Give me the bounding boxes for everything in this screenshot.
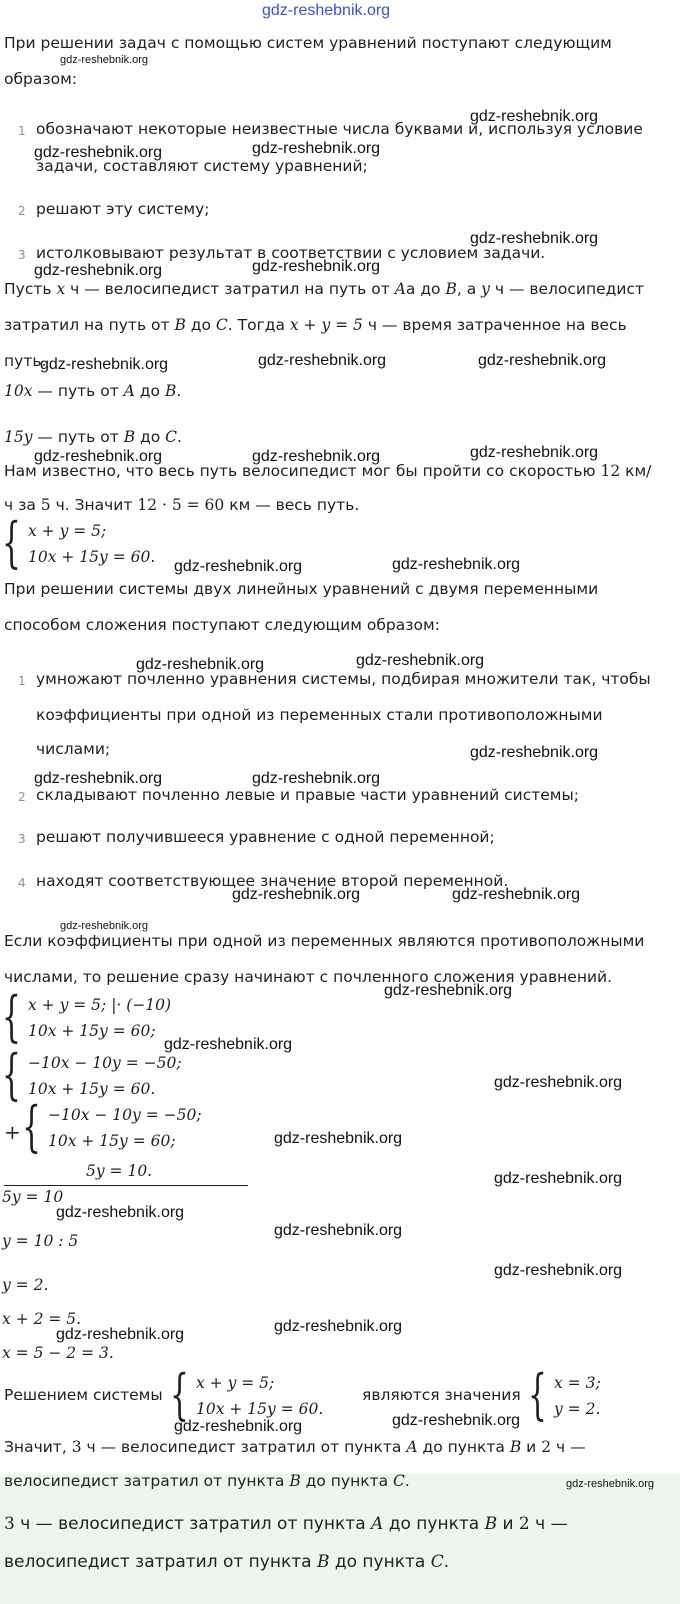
system-brace: {	[170, 1363, 189, 1426]
watermark: gdz-reshebnik.org	[34, 770, 163, 787]
intro-line-1: При решении задач с помощью систем уравнений поступают следующим	[4, 34, 612, 52]
solution-eq1: x + y = 5;	[196, 1374, 275, 1392]
watermark: gdz-reshebnik.org	[470, 230, 599, 247]
watermark: gdz-reshebnik.org	[252, 140, 381, 157]
watermark: gdz-reshebnik.org	[470, 444, 599, 461]
solution-eq2: 10x + 15y = 60.	[196, 1400, 324, 1418]
watermark: gdz-reshebnik.org	[274, 1318, 403, 1335]
system4-eq1: −10x − 10y = −50;	[48, 1106, 202, 1124]
step-text: истолковывают результат в соответствии с условием задачи.	[36, 244, 546, 262]
setup-line-3: путь.	[4, 352, 47, 370]
watermark: gdz-reshebnik.org	[470, 108, 599, 125]
watermark: gdz-reshebnik.org	[56, 1204, 185, 1221]
watermark: gdz-reshebnik.org	[34, 448, 163, 465]
watermark: gdz-reshebnik.org	[164, 1036, 293, 1053]
watermark: gdz-reshebnik.org	[60, 920, 149, 932]
watermark: gdz-reshebnik.org	[258, 352, 387, 369]
watermark: gdz-reshebnik.org	[232, 886, 361, 903]
watermark: gdz-reshebnik.org	[494, 1170, 623, 1187]
watermark: gdz-reshebnik.org	[494, 1262, 623, 1279]
step-text: коэффициенты при одной из переменных стали противоположными	[36, 706, 603, 724]
watermark: gdz-reshebnik.org	[174, 1418, 303, 1435]
step-number: 3	[18, 832, 26, 846]
system1-eq1: x + y = 5;	[28, 522, 107, 540]
setup-line-5: 15y — путь от B до C.	[4, 428, 182, 446]
method-line-2: способом сложения поступают следующим образом:	[4, 616, 440, 634]
watermark: gdz-reshebnik.org	[174, 558, 303, 575]
sum-divider	[4, 1185, 248, 1186]
step-text: умножают почленно уравнения системы, подбирая множители так, чтобы	[36, 670, 651, 688]
system2-eq2: 10x + 15y = 60;	[28, 1022, 156, 1040]
watermark: gdz-reshebnik.org	[566, 1478, 655, 1490]
step-text: решают эту систему;	[36, 200, 210, 218]
answer-line-2: велосипедист затратил от пункта B до пункта C.	[4, 1552, 450, 1572]
answer-line-1: 3 ч — велосипедист затратил от пункта A до пункта B и 2 ч —	[4, 1514, 568, 1534]
setup-line-6: Нам известно, что весь путь велосипедист мог бы пройти со скоростью 12 км/	[4, 462, 652, 480]
step-text: решают получившееся уравнение с одной переменной;	[36, 828, 495, 846]
watermark: gdz-reshebnik.org	[136, 656, 265, 673]
watermark: gdz-reshebnik.org	[494, 1074, 623, 1091]
watermark: gdz-reshebnik.org	[384, 982, 513, 999]
step-text: находят соответствующее значение второй переменной.	[36, 872, 509, 890]
step-text: складывают почленно левые и правые части уравнений системы;	[36, 786, 579, 804]
watermark: gdz-reshebnik.org	[252, 770, 381, 787]
conclusion-line-2: велосипедист затратил от пункта B до пункта C.	[4, 1472, 410, 1490]
system3-eq1: −10x − 10y = −50;	[28, 1054, 182, 1072]
system4-eq2: 10x + 15y = 60;	[48, 1132, 176, 1150]
note-line-2: числами, то решение сразу начинают с почленного сложения уравнений.	[4, 968, 613, 986]
watermark: gdz-reshebnik.org	[452, 886, 581, 903]
setup-line-1: Пусть x ч — велосипедист затратил на путь от Aа до B, а y ч — велосипедист	[4, 280, 644, 298]
solve-line: x = 5 − 2 = 3.	[2, 1344, 114, 1362]
system3-eq2: 10x + 15y = 60.	[28, 1080, 156, 1098]
watermark: gdz-reshebnik.org	[252, 448, 381, 465]
watermark: gdz-reshebnik.org	[56, 1326, 185, 1343]
watermark: gdz-reshebnik.org	[252, 258, 381, 275]
step-number: 2	[18, 204, 26, 218]
step-text: обозначают некоторые неизвестные числа буквами и, используя условие	[36, 120, 643, 138]
watermark: gdz-reshebnik.org	[60, 54, 149, 66]
step-number: 1	[18, 124, 26, 138]
watermark: gdz-reshebnik.org	[356, 652, 485, 669]
system4-sum: 5y = 10.	[86, 1162, 153, 1180]
system-brace: {	[2, 511, 21, 574]
method-line-1: При решении системы двух линейных уравнений с двумя переменными	[4, 580, 599, 598]
step-number: 4	[18, 876, 26, 890]
top-watermark: gdz-reshebnik.org	[262, 2, 391, 19]
watermark: gdz-reshebnik.org	[34, 144, 163, 161]
intro-line-2: образом:	[4, 70, 78, 88]
step-text: задачи, составляют систему уравнений;	[36, 157, 368, 175]
conclusion-line-1: Значит, 3 ч — велосипедист затратил от пункта A до пункта B и 2 ч —	[4, 1438, 586, 1456]
note-line-1: Если коэффициенты при одной из переменных являются противоположными	[4, 932, 645, 950]
solve-line: 5y = 10	[2, 1188, 64, 1206]
step-number: 3	[18, 248, 26, 262]
solve-line: y = 2.	[2, 1276, 49, 1294]
step-number: 1	[18, 674, 26, 688]
watermark: gdz-reshebnik.org	[470, 744, 599, 761]
watermark: gdz-reshebnik.org	[34, 262, 163, 279]
setup-line-2: затратил на путь от B до C. Тогда x + y = 5 ч — время затраченное на весь	[4, 316, 627, 334]
watermark: gdz-reshebnik.org	[40, 356, 169, 373]
watermark: gdz-reshebnik.org	[392, 1412, 521, 1429]
setup-line-4: 10x — путь от A до B.	[4, 382, 182, 400]
plus-sign: +	[4, 1120, 21, 1144]
solution-mid: являются значения	[362, 1386, 521, 1404]
watermark: gdz-reshebnik.org	[274, 1130, 403, 1147]
system-brace: {	[2, 985, 21, 1048]
watermark: gdz-reshebnik.org	[274, 1222, 403, 1239]
system-brace: {	[2, 1043, 21, 1106]
system2-eq1: x + y = 5; |· (−10)	[28, 996, 172, 1014]
solve-line: x + 2 = 5.	[2, 1310, 82, 1328]
solution-r2: y = 2.	[554, 1400, 601, 1418]
watermark: gdz-reshebnik.org	[478, 352, 607, 369]
watermark: gdz-reshebnik.org	[392, 556, 521, 573]
step-text: числами;	[36, 740, 111, 758]
solution-label: Решением системы	[4, 1386, 163, 1404]
solution-r1: x = 3;	[554, 1374, 601, 1392]
system1-eq2: 10x + 15y = 60.	[28, 548, 156, 566]
setup-line-7: ч за 5 ч. Значит 12 · 5 = 60 км — весь путь.	[4, 496, 360, 514]
system-brace: {	[22, 1095, 41, 1158]
step-number: 2	[18, 790, 26, 804]
system-brace: {	[528, 1363, 547, 1426]
solve-line: y = 10 : 5	[2, 1232, 79, 1250]
answer-box	[0, 1474, 680, 1604]
